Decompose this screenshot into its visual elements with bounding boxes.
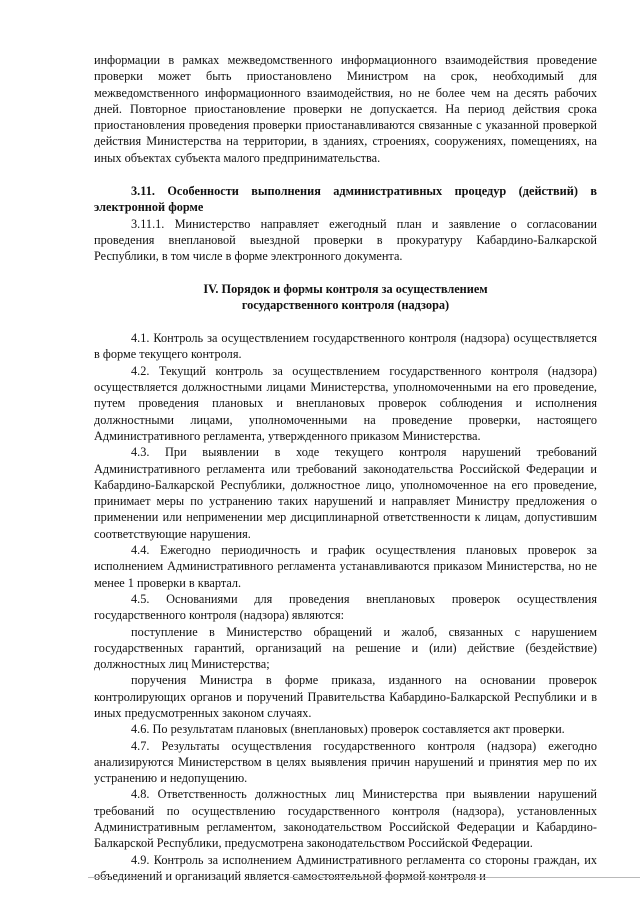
section-4-heading-line2: государственного контроля (надзора) — [241, 297, 450, 312]
paragraph-4-2: 4.2. Текущий контроль за осуществлением государственного контроля (надзора) осуществляется должностными лицами Министерства, уполномоченными на его проведение, путем проведения плановых и внеплановых проверок соблюдения и исполнения должностными лицами, уполномоченными на проведение проверки, настоящего Административного регламента, утвержденного приказом Министерства. — [94, 363, 597, 443]
paragraph-4-5-item-2: поручения Министра в форме приказа, изданного на основании проверок контролирующих органов и поручений Правительства Кабардино-Балкарской Республики и в иных предусмотренных законом случаях. — [94, 673, 597, 720]
section-4-heading-line1: IV. Порядок и формы контроля за осуществлением — [203, 281, 488, 296]
footer-rule-small — [200, 877, 206, 878]
paragraph-4-9: 4.9. Контроль за исполнением Административного регламента со стороны граждан, их объединений и организаций является самостоятельной формой контроля и — [94, 852, 597, 883]
intro-paragraph: информации в рамках межведомственного информационного взаимодействия проведение проверки может быть приостановлено Министром на срок, необходимый для межведомственного информационного взаимодействия, но не более чем на десять рабочих дней. Повторное приостановление проверки не допускается. На период действия срока приостановления проведения проверки приостанавливаются связанные с указанной проверкой действия Министерства на территории, в зданиях, строениях, сооружениях, помещениях, на иных объектах субъекта малого предпринимательства. — [94, 53, 597, 165]
footer-rule-mid — [124, 877, 142, 878]
paragraph-4-8: 4.8. Ответственность должностных лиц Министерства при выявлении нарушений требований по осуществлению государственного контроля (надзора), установленных Административным регламентом, законодательством Российской Федерации и Кабардино-Балкарской Республики, предусмотрена законодательством Российской Федерации. — [94, 787, 597, 851]
paragraph-4-5-item-1: поступление в Министерство обращений и жалоб, связанных с нарушением государственных гарантий, организаций на решение и (или) действие (бездействие) должностных лиц Министерства; — [94, 624, 597, 672]
section-4-heading — [94, 281, 597, 314]
paragraph-4-4: 4.4. Ежегодно периодичность и график осуществления плановых проверок за исполнением Административного регламента устанавливаются приказом Министерства, но не менее 1 проверки в квартал. — [94, 543, 597, 590]
paragraph-4-3: 4.3. При выявлении в ходе текущего контроля нарушений требований Административного регламента или требований законодательства Российской Федерации и Кабардино-Балкарской Республики, должностное лицо, уполномоченное на его проведение, принимает меры по устранению таких нарушений и направляет Министру предложения о применении или неприменении мер дисциплинарной ответственности к лицам, допустившим соответствующие нарушения. — [94, 445, 597, 541]
paragraph-4-1: 4.1. Контроль за осуществлением государственного контроля (надзора) осуществляется в форме текущего контроля. — [94, 331, 597, 362]
footer-rule-right — [290, 877, 640, 878]
section-3-11-heading: 3.11. Особенности выполнения административных процедур (действий) в электронной форме — [94, 184, 597, 215]
section-3-11-1-paragraph: 3.11.1. Министерство направляет ежегодный план и заявление о согласовании проведения внеплановой выездной проверки в прокуратуру Кабардино-Балкарской Республики, в том числе в форме электронного документа. — [94, 216, 597, 264]
paragraph-4-5: 4.5. Основаниями для проведения внеплановых проверок осуществления государственного контроля (надзора) являются: — [94, 591, 597, 623]
document-page — [94, 52, 597, 884]
paragraph-4-7: 4.7. Результаты осуществления государственного контроля (надзора) ежегодно анализируются Министерством в целях выявления причин нарушений и принятия мер по их устранению и недопущению. — [94, 738, 597, 786]
paragraph-4-6: 4.6. По результатам плановых (внеплановых) проверок составляется акт проверки. — [131, 722, 565, 737]
footer-rule-left — [88, 877, 110, 878]
